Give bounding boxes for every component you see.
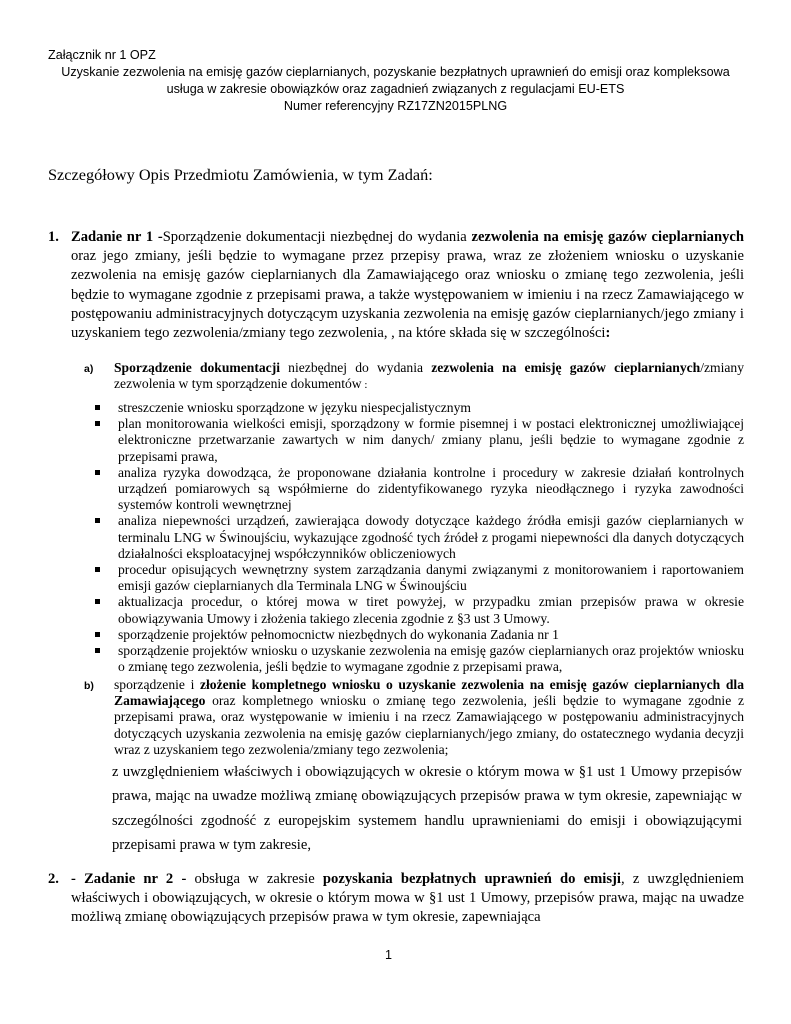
subpoint-b-text-2: oraz kompletnego wniosku o zmianę tego zezwolenia, jeśli będzie to wymagane zgodnie z przepisami prawa, oraz występowanie w imieniu i na rzecz Zamawiającego w postępowaniu administracyjnych dotyczących uzyskania zezwolenia na emisję gazów cieplarnianych/jego zmiany, do ostatecznego wydania decyzji wraz z uzyskaniem tego zezwolenia/zmiany tego zezwolenia;	[114, 693, 744, 757]
task-2-label: - Zadanie nr 2 -	[71, 871, 187, 887]
header-title-line1: Uzyskanie zezwolenia na emisję gazów cieplarnianych, pozyskanie bezpłatnych uprawnień do emisji oraz kompleksowa	[61, 65, 730, 79]
subpoint-b-text-1: sporządzenie i	[114, 677, 200, 692]
task-2-paragraph	[48, 870, 744, 928]
list-item-text: analiza ryzyka dowodząca, że proponowane działania kontrolne i procedury w zakresie działań kontrolnych urządzeń pomiarowych są współmierne do zidentyfikowanego ryzyka nieodłącznego i ryzyka zawodności systemów kontroli wewnętrznej	[118, 464, 744, 513]
list-item	[94, 513, 744, 562]
subpoint-a-colon: :	[361, 379, 368, 392]
task-1-colon: :	[605, 325, 611, 342]
bullet-icon	[95, 470, 100, 475]
task-2-bold-1: pozyskania bezpłatnych uprawnień do emisji	[322, 871, 621, 887]
task-1-label: Zadanie nr 1 -	[71, 229, 163, 245]
task-1-paragraph	[48, 228, 744, 343]
list-item	[94, 416, 744, 465]
subpoint-b	[84, 677, 744, 758]
closing-paragraph: z uwzględnieniem właściwych i obowiązujących w okresie o którym mowa w §1 ust 1 Umowy przepisów prawa, mając na uwadze możliwą zmianę obowiązujących przepisów prawa w tym okresie, zapewniając w szczególności zgodność z europejskim systemem handlu uprawnieniami do emisji i obowiązującymi przepisami prawa w tym zakresie,	[112, 764, 742, 854]
task-1-number: 1.	[48, 229, 59, 245]
header-title-line2: usługa w zakresie obowiązków oraz zagadnień związanych z regulacjami EU-ETS	[166, 82, 625, 96]
list-item	[94, 465, 744, 514]
reference-number: Numer referencyjny RZ17ZN2015PLNG	[283, 99, 508, 113]
list-item	[94, 400, 744, 416]
document-list	[94, 400, 744, 675]
list-item-text: aktualizacja procedur, o której mowa w tiret powyżej, w przypadku zmian przepisów prawa w okresie obowiązywania Umowy i złożenia takiego zlecenia zgodnie z §3 ust 3 Umowy.	[118, 594, 744, 626]
task-1-bold-1: zezwolenia na emisję gazów cieplarnianych	[471, 229, 744, 245]
subpoint-b-bold-1: złożenie kompletnego wniosku o uzyskanie zezwolenia na emisję gazów cieplarnianych dla Zamawiającego	[114, 677, 744, 709]
list-item	[94, 562, 744, 594]
list-item-text: analiza niepewności urządzeń, zawierająca dowody dotyczące każdego źródła emisji gazów cieplarnianych w terminalu LNG w Świnoujściu, wykazujące zgodność tych źródeł z progami niepewności dla danych dotyczących działalności eksploatacyjnej współczynników obliczeniowych	[118, 513, 744, 561]
list-item-text: streszczenie wniosku sporządzone w języku niespecjalistycznym	[118, 400, 471, 415]
subpoint-a-text-2: /zmiany zezwolenia w tym sporządzenie dokumentów	[114, 360, 745, 392]
list-item-text: sporządzenie projektów wniosku o uzyskanie zezwolenia na emisję gazów cieplarnianych oraz projektów wniosku o zmianę tego zezwolenia, jeśli będzie to wymagane zgodnie z przepisami prawa,	[118, 643, 744, 675]
list-item	[94, 643, 744, 675]
bullet-icon	[95, 648, 100, 653]
task-1-text-2: oraz jego zmiany, jeśli będzie to wymagane przez przepisy prawa, wraz ze złożeniem wniosku o uzyskanie zezwolenia na emisję gazów cieplarnianych dla Zamawiającego oraz wniosku o zmianę tego zezwolenia, jeśli będzie to wymagane zgodnie z przepisami prawa, a także występowaniem w imieniu i na rzecz Zamawiającego w postępowaniu administracyjnych dotyczącym uzyskania zezwolenia na emisję gazów cieplarnianych/jego zmiany i uzyskaniem tego zezwolenia/zmiany tego zezwolenia, , na które składa się w szczególności	[71, 248, 744, 342]
subpoint-a-text-1: niezbędnej do wydania	[280, 360, 432, 375]
subpoint-a-marker: a)	[84, 363, 94, 375]
page-number: 1	[385, 948, 393, 962]
task-2-text-2: , z uwzględnieniem właściwych i obowiązujących, w okresie o którym mowa w §1 ust 1 Umowy, przepisów prawa, mając na uwadze możliwą zmianę obowiązujących przepisów prawa w tym okresie, zapewniająca	[71, 871, 744, 926]
task-2-number: 2.	[48, 871, 59, 887]
list-item-text: procedur opisujących wewnętrzny system zarządzania danymi związanymi z monitorowaniem i raportowaniem emisji gazów cieplarnianych dla Terminala LNG w Świnoujściu	[118, 562, 744, 594]
list-item-text: plan monitorowania wielkości emisji, sporządzony w formie pisemnej i w postaci elektronicznej umożliwiającej elektroniczne przetwarzanie zawartych w nim danych/ zmiany planu, jeśli będzie to wymagane zgodnie z przepisami prawa,	[118, 416, 744, 464]
subpoint-a-bold-1: Sporządzenie dokumentacji	[114, 360, 281, 375]
bullet-icon	[95, 632, 100, 637]
bullet-icon	[95, 405, 100, 410]
task-2-text-1: obsługa w zakresie	[186, 871, 323, 887]
list-item	[94, 627, 744, 643]
subpoint-b-marker: b)	[84, 680, 94, 692]
list-item-text: sporządzenie projektów pełnomocnictw niezbędnych do wykonania Zadania nr 1	[118, 626, 559, 642]
bullet-icon	[95, 567, 100, 572]
document-header	[30, 64, 761, 115]
bullet-icon	[95, 518, 100, 523]
subpoint-a	[84, 360, 745, 393]
section-intro-heading: Szczegółowy Opis Przedmiotu Zamówienia, w tym Zadań:	[48, 165, 433, 184]
attachment-label: Załącznik nr 1 OPZ	[48, 48, 156, 62]
task-1-text-1: Sporządzenie dokumentacji niezbędnej do wydania	[162, 229, 472, 245]
bullet-icon	[95, 599, 100, 604]
list-item	[94, 594, 744, 626]
bullet-icon	[95, 421, 100, 426]
subpoint-a-bold-2: zezwolenia na emisję gazów cieplarnianych	[431, 360, 701, 375]
